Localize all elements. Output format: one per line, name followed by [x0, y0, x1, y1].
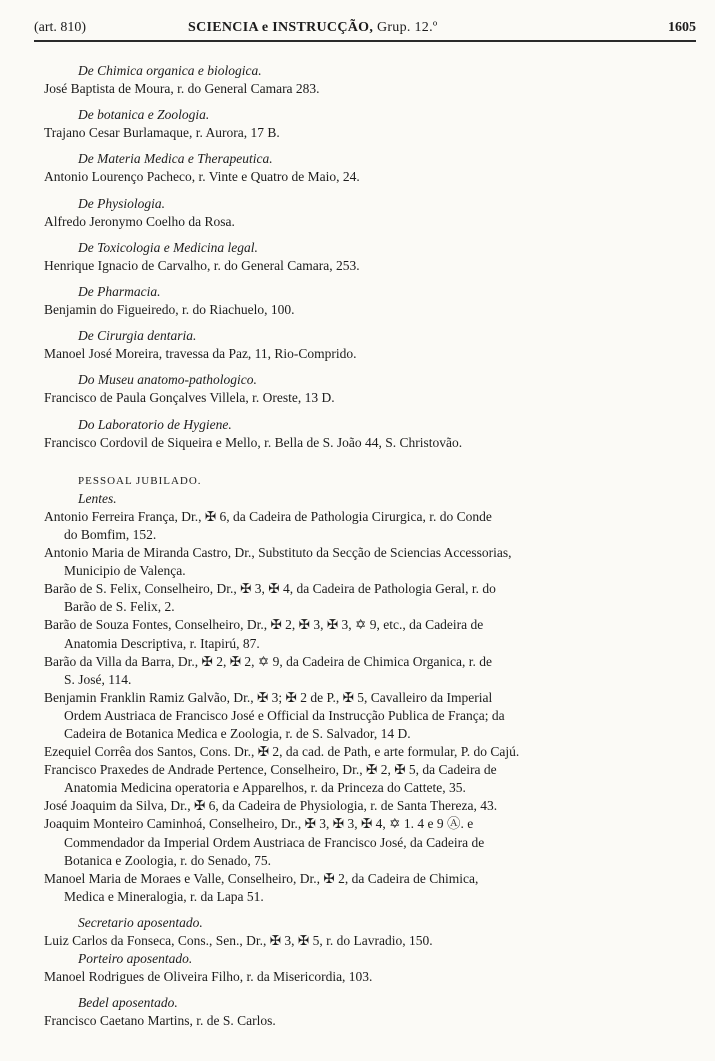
list-item: [44, 653, 686, 689]
section-title: De Chimica organica e biologica.: [78, 63, 262, 78]
section-block: [44, 371, 686, 407]
section-line: Manoel José Moreira, travessa da Paz, 11, Rio-Comprido.: [44, 346, 357, 362]
entry-line: Barão de S. Felix, Conselheiro, Dr., ✠ 3, ✠ 4, da Cadeira de Pathologia Geral, r. do: [44, 581, 496, 597]
section-title: De botanica e Zoologia.: [78, 107, 210, 123]
entry-line: Ordem Austriaca de Francisco José e Official da Instrucção Publica de França; da: [64, 707, 505, 723]
entry-line: Anatomia Medicina operatoria e Apparelhos, r. da Princeza do Cattete, 35.: [64, 780, 466, 796]
entry-line: Ezequiel Corrêa dos Santos, Cons. Dr., ✠ 2, da cad. de Path, e arte formular, P. do Cajú.: [44, 744, 520, 760]
section-title: Do Museu anatomo-pathologico.: [78, 372, 257, 388]
page-header: [34, 18, 696, 38]
section-line: Francisco de Paula Gonçalves Villela, r. Oreste, 13 D.: [44, 390, 335, 406]
entry-line: Barão de S. Felix, 2.: [64, 599, 175, 615]
article-reference: (art. 810): [34, 20, 87, 35]
section-block: [44, 195, 686, 231]
entry-line: Botanica e Zoologia, r. do Senado, 75.: [64, 852, 271, 868]
section-block: [44, 994, 686, 1030]
section-line: Henrique Ignacio de Carvalho, r. do General Camara, 253.: [44, 257, 360, 273]
section-line: Benjamin do Figueiredo, r. do Riachuelo, 100.: [44, 302, 295, 318]
entry-line: Antonio Maria de Miranda Castro, Dr., Substituto da Secção de Sciencias Accessorias,: [44, 545, 512, 561]
entry-line: Antonio Ferreira França, Dr., ✠ 6, da Cadeira de Pathologia Cirurgica, r. do Conde: [44, 508, 492, 524]
section-line: Alfredo Jeronymo Coelho da Rosa.: [44, 213, 235, 229]
section-title: De Physiologia.: [78, 195, 165, 211]
list-item: [44, 616, 686, 652]
section-title: De Materia Medica e Therapeutica.: [78, 151, 273, 167]
group-label: Grup. 12.º: [376, 20, 438, 35]
section-block: [44, 327, 686, 363]
section-block: [44, 106, 686, 142]
pessoal-heading: PESSOAL JUBILADO.: [78, 474, 202, 487]
entry-line: Joaquim Monteiro Caminhoá, Conselheiro, Dr., ✠ 3, ✠ 3, ✠ 4, ✡ 1. 4 e 9 Ⓐ. e: [44, 816, 474, 832]
entry-line: Commendador da Imperial Ordem Austriaca de Francisco José, da Cadeira de: [64, 834, 485, 850]
section-line: José Baptista de Moura, r. do General Camara 283.: [44, 81, 320, 97]
pessoal-subheading: Lentes.: [78, 490, 117, 506]
section-block: [44, 62, 686, 98]
section-title: Porteiro aposentado.: [78, 951, 193, 967]
section-title: De Cirurgia dentaria.: [78, 328, 197, 344]
section-line: Francisco Cordovil de Siqueira e Mello, r. Bella de S. João 44, S. Christovão.: [44, 434, 463, 450]
section-line: Trajano Cesar Burlamaque, r. Aurora, 17 B.: [44, 125, 280, 141]
running-title-text: SCIENCIA e INSTRUCÇÃO: [188, 20, 370, 35]
entry-line: Municipio de Valença.: [64, 563, 186, 579]
list-item: [44, 508, 686, 544]
section-title: Do Laboratorio de Hygiene.: [78, 416, 232, 432]
list-item: [44, 580, 686, 616]
header-rule: [34, 40, 696, 42]
section-line: Antonio Lourenço Pacheco, r. Vinte e Quatro de Maio, 24.: [44, 169, 360, 185]
entry-line: Francisco Praxedes de Andrade Pertence, Conselheiro, Dr., ✠ 2, ✠ 5, da Cadeira de: [44, 762, 497, 778]
entry-line: Barão da Villa da Barra, Dr., ✠ 2, ✠ 2, ✡ 9, da Cadeira de Chimica Organica, r. de: [44, 653, 492, 669]
list-item: [44, 815, 686, 869]
entry-line: S. José, 114.: [64, 671, 132, 687]
section-block: [44, 416, 686, 452]
entry-line: do Bomfim, 152.: [64, 526, 157, 542]
entry-line: José Joaquim da Silva, Dr., ✠ 6, da Cadeira de Physiologia, r. de Santa Thereza, 43.: [44, 798, 498, 814]
list-item: [44, 797, 686, 815]
section-title: De Toxicologia e Medicina legal.: [78, 239, 258, 255]
section-block: [44, 950, 686, 986]
section-block: [44, 914, 686, 950]
section-line: Manoel Rodrigues de Oliveira Filho, r. da Misericordia, 103.: [44, 969, 373, 985]
document-body: [44, 62, 686, 1031]
entry-line: Medica e Mineralogia, r. da Lapa 51.: [64, 888, 264, 904]
section-block: [44, 283, 686, 319]
entry-line: Anatomia Descriptiva, r. Itapirú, 87.: [64, 635, 260, 651]
section-line: Francisco Caetano Martins, r. de S. Carlos.: [44, 1013, 276, 1029]
page-number: 1605: [668, 20, 696, 35]
entry-line: Manoel Maria de Moraes e Valle, Conselheiro, Dr., ✠ 2, da Cadeira de Chimica,: [44, 870, 479, 886]
section-line: Luiz Carlos da Fonseca, Cons., Sen., Dr., ✠ 3, ✠ 5, r. do Lavradio, 150.: [44, 933, 433, 949]
entry-line: Benjamin Franklin Ramiz Galvão, Dr., ✠ 3; ✠ 2 de P., ✠ 5, Cavalleiro da Imperial: [44, 689, 493, 705]
entry-line: Cadeira de Botanica Medica e Zoologia, r. de S. Salvador, 14 D.: [64, 726, 411, 741]
list-item: [44, 870, 686, 906]
section-block: [44, 239, 686, 275]
running-title: SCIENCIA e INSTRUCÇÃO, Grup. 12.º: [188, 20, 438, 35]
section-block: [44, 150, 686, 186]
section-title: De Pharmacia.: [78, 283, 161, 299]
list-item: [44, 761, 686, 797]
list-item: [44, 689, 686, 743]
entry-line: Barão de Souza Fontes, Conselheiro, Dr., ✠ 2, ✠ 3, ✠ 3, ✡ 9, etc., da Cadeira de: [44, 617, 484, 633]
section-title: Bedel aposentado.: [78, 995, 178, 1011]
list-item: [44, 544, 686, 580]
section-title: Secretario aposentado.: [78, 914, 203, 930]
pessoal-jubilado: [44, 472, 686, 906]
list-item: [44, 743, 686, 761]
